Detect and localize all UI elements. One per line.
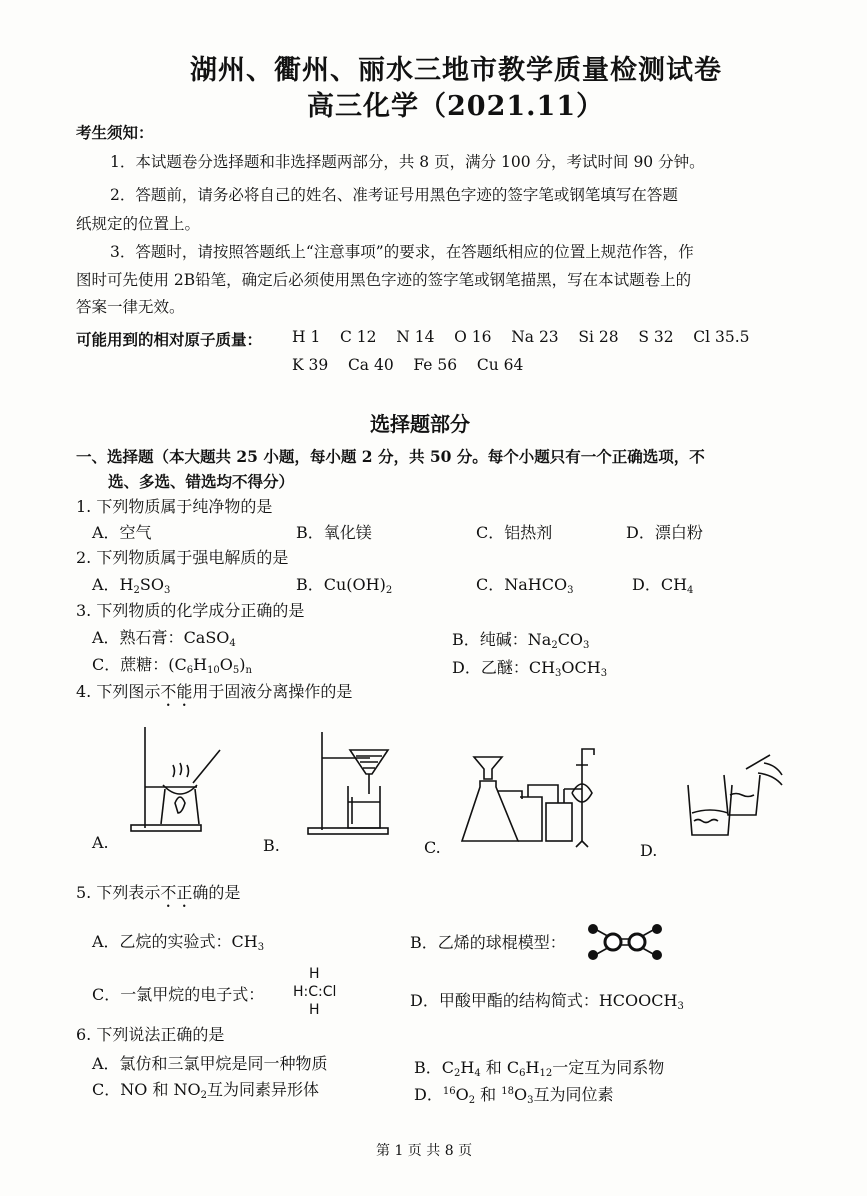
notice-item-3a: 3．答题时，请按照答题纸上“注意事项”的要求，在答题纸相应的位置上规范作答，作 [110, 243, 694, 261]
q5-option-a: A．乙烷的实验式：$CH_3$ [92, 932, 265, 953]
apparatus-b-filtration [300, 732, 400, 837]
q2-option-a: A．$H_2SO_3$ [92, 575, 171, 596]
notice-item-1: 1．本试题卷分选择题和非选择题两部分，共 8 页，满分 100 分，考试时间 90 分钟。 [110, 153, 705, 171]
q4-option-a: A. [92, 833, 109, 852]
q5-num: 5. 下列表示 [76, 883, 161, 902]
q3-stem: 3. 下列物质的化学成分正确的是 [76, 601, 305, 620]
q5-d-text: D．甲酸甲酯的结构简式：HCOOCH [410, 991, 678, 1010]
q6-d-tail: 互为同位素 [533, 1085, 614, 1104]
q3-d-label: D．乙醚： [452, 658, 529, 677]
section-instruction-b: 选、多选、错选均不得分） [108, 472, 295, 491]
notice-item-3b: 图时可先使用 2B铅笔，确定后必须使用黑色字迹的签字笔或钢笔描黑，写在本试题卷上的 [76, 271, 692, 289]
q2-option-c: C．NaHCO$_3$ [476, 575, 574, 596]
notice-item-3c: 答案一律无效。 [76, 298, 185, 316]
q2-stem: 2. 下列物质属于强电解质的是 [76, 548, 289, 567]
q3-option-b: B．纯碱：$Na_2CO_3$ [452, 630, 590, 651]
page-subtitle: 高三化学（2021.11） [307, 91, 605, 122]
q4-emphasis: 不能 [160, 682, 193, 701]
q5-option-d: D．甲酸甲酯的结构简式：$HCOOCH_3$ [410, 991, 684, 1012]
q3-b-label: B．纯碱： [452, 630, 528, 649]
q3-option-a: A．熟石膏：CaSO$_4$ [92, 628, 236, 649]
q1-option-c: C．铝热剂 [476, 523, 553, 542]
q6-stem: 6. 下列说法正确的是 [76, 1025, 225, 1044]
ethylene-ball-stick-model [585, 923, 665, 963]
q6-c-tail: 互为同素异形体 [207, 1080, 320, 1099]
q3-a-label: A．熟石膏： [92, 628, 184, 647]
q5-rest: 确的是 [192, 883, 241, 902]
q1-option-d: D．漂白粉 [626, 523, 703, 542]
q3-option-c: C．蔗糖：$(C_6H_{10}O_5)_n$ [92, 655, 252, 676]
q4-option-b: B. [263, 836, 280, 855]
q4-rest: 用于固液分离操作的是 [192, 682, 353, 701]
q6-option-b: B．$C_2H_4$ 和 $C_6H_{12}$一定互为同系物 [414, 1058, 665, 1079]
q1-option-a: A．空气 [92, 523, 152, 542]
q6-option-a: A．氯仿和三氯甲烷是同一种物质 [92, 1054, 328, 1073]
notice-item-2a: 2．答题前，请务必将自己的姓名、准考证号用黑色字迹的签字笔或钢笔填写在答题 [110, 186, 678, 204]
notice-heading: 考生须知： [76, 123, 154, 142]
q5-a-text: A．乙烷的实验式：CH [92, 932, 258, 951]
q5-option-c: C．一氯甲烷的电子式： [92, 985, 265, 1004]
page-footer: 第 1 页 共 8 页 [376, 1143, 473, 1159]
q2-option-d: D．$CH_4$ [632, 575, 694, 596]
q1-stem: 1. 下列物质属于纯净物的是 [76, 497, 273, 516]
q5-option-b: B．乙烯的球棍模型： [410, 933, 566, 952]
lewis-h-bottom: H [309, 1002, 320, 1018]
q6-b-tail: 一定互为同系物 [552, 1058, 665, 1077]
q3-c-label: C．蔗糖： [92, 655, 169, 674]
atomic-mass-label: 可能用到的相对原子质量： [76, 330, 263, 349]
apparatus-c-suction-filtration [462, 745, 622, 850]
q2-option-b: B．$Cu(OH)_2$ [296, 575, 393, 596]
section-instruction-a: 一、选择题（本大题共 25 小题，每小题 2 分，共 50 分。每个小题只有一个正确选项，不 [76, 447, 705, 466]
q1-option-b: B．氧化镁 [296, 523, 372, 542]
lewis-h-top: H [309, 966, 320, 982]
q6-option-d: D．$^{16}O_2$ 和 $^{18}O_3$互为同位素 [414, 1085, 614, 1106]
notice-item-2b: 纸规定的位置上。 [76, 215, 201, 233]
q6-option-c: C．NO 和 $NO_2$互为同素异形体 [92, 1080, 320, 1101]
q4-option-d: D. [640, 841, 658, 860]
q4-stem [76, 679, 352, 710]
q4-num: 4. 下列图示 [76, 682, 161, 701]
section-title: 选择题部分 [370, 412, 470, 436]
atomic-mass-line-1: H 1 C 12 N 14 O 16 Na 23 Si 28 S 32 Cl 35.5 [292, 328, 750, 346]
q5-stem [76, 880, 240, 911]
q4-option-c: C. [424, 838, 441, 857]
atomic-mass-line-2: K 39 Ca 40 Fe 56 Cu 64 [292, 356, 524, 374]
q3-option-d: D．乙醚：$CH_3OCH_3$ [452, 658, 608, 679]
page-title: 湖州、衢州、丽水三地市教学质量检测试卷 [190, 55, 722, 86]
apparatus-d-beakers [686, 755, 786, 840]
apparatus-a-evaporation [125, 725, 235, 835]
lewis-middle-row: H:C:Cl [293, 984, 337, 1000]
q5-emphasis: 不正 [160, 883, 193, 902]
